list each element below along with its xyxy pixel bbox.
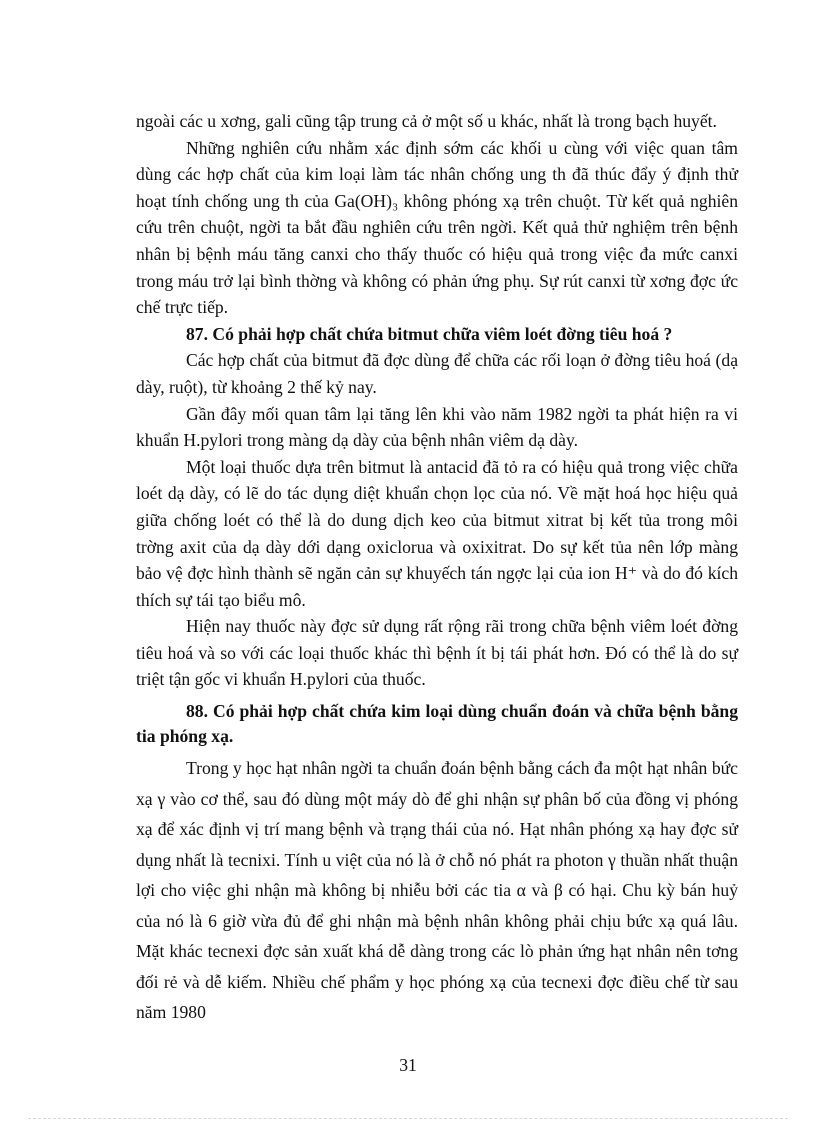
section-heading-87: 87. Có phải hợp chất chứa bitmut chữa viêm loét đờng tiêu hoá ? [186, 323, 673, 344]
paragraph-current-usage: Hiện nay thuốc này đợc sử dụng rất rộng rãi trong chữa bệnh viêm loét đờng tiêu hoá và so với các loại thuốc khác thì bệnh ít bị tái phát hơn. Đó có thể là do sự triệt tận gốc vi khuẩn H.pylori của thuốc. [136, 616, 738, 690]
paragraph-nuclear-medicine: Trong y học hạt nhân ngời ta chuẩn đoán bệnh bằng cách đa một hạt nhân bức xạ γ vào cơ thể, sau đó dùng một máy dò để ghi nhận sự phân bố của đồng vị phóng xạ để xác định vị trí mang bệnh và trạng thái của nó. Hạt nhân phóng xạ hay đợc sử dụng nhất là tecnixi. Tính u việt của nó là ở chỗ nó phát ra photon γ thuần nhất thuận lợi cho việc ghi nhận mà không bị nhiễu bởi các tia α và β có hại. Chu kỳ bán huỷ của nó là 6 giờ vừa đủ để ghi nhận mà bệnh nhân không phải chịu bức xạ quá lâu. Mặt khác tecnexi đợc sản xuất khá dễ dàng trong các lò phản ứng hạt nhân nên tơng đối rẻ và dễ kiếm. Nhiều chế phẩm y học phóng xạ của tecnexi đợc điều chế từ sau năm 1980 [136, 758, 738, 1023]
page-body [136, 108, 738, 1028]
paragraph-gallium-research: Những nghiên cứu nhằm xác định sớm các khối u cùng với việc quan tâm dùng các hợp chất của kim loại làm tác nhân chống ung th đã thúc đẩy ý định thử hoạt tính chống ung th của Ga(OH)₃ không phóng xạ trên chuột. Từ kết quả nghiên cứu trên chuột, ngời ta bắt đầu nghiên cứu trên ngời. Kết quả thử nghiệm trên bệnh nhân bị bệnh máu tăng canxi cho thấy thuốc có hiệu quả trong việc đa mức canxi trong máu trở lại bình thờng và không có phản ứng phụ. Sự rút canxi từ xơng đợc ức chế trực tiếp. [136, 137, 738, 318]
paragraph-hpylori-discovery: Gần đây mối quan tâm lại tăng lên khi vào năm 1982 ngời ta phát hiện ra vi khuẩn H.pylori trong màng dạ dày của bệnh nhân viêm dạ dày. [136, 403, 738, 451]
paragraph-continuation: ngoài các u xơng, gali cũng tập trung cả ở một số u khác, nhất là trong bạch huyết. [136, 111, 717, 131]
footer-divider [28, 1118, 788, 1119]
paragraph-bismuth-history: Các hợp chất của bitmut đã đợc dùng để chữa các rối loạn ở đờng tiêu hoá (dạ dày, ruột), từ khoảng 2 thế kỷ nay. [136, 350, 738, 397]
page-number: 31 [399, 1055, 417, 1075]
paragraph-antacid-mechanism: Một loại thuốc dựa trên bitmut là antacid đã tỏ ra có hiệu quả trong việc chữa loét dạ dày, có lẽ do tác dụng diệt khuẩn chọn lọc của nó. Về mặt hoá học hiệu quả giữa chống loét có thể là do dung dịch keo của bitmut xitrat bị kết tủa trong môi trờng axit của dạ dày dới dạng oxiclorua và oxixitrat. Do sự kết tủa nên lớp màng bảo vệ đợc hình thành sẽ ngăn cản sự khuyếch tán ngợc lại của ion H⁺ và do đó kích thích sự tái tạo biểu mô. [136, 456, 738, 610]
section-heading-88: 88. Có phải hợp chất chứa kim loại dùng chuẩn đoán và chữa bệnh bằng tia phóng xạ. [136, 701, 738, 747]
